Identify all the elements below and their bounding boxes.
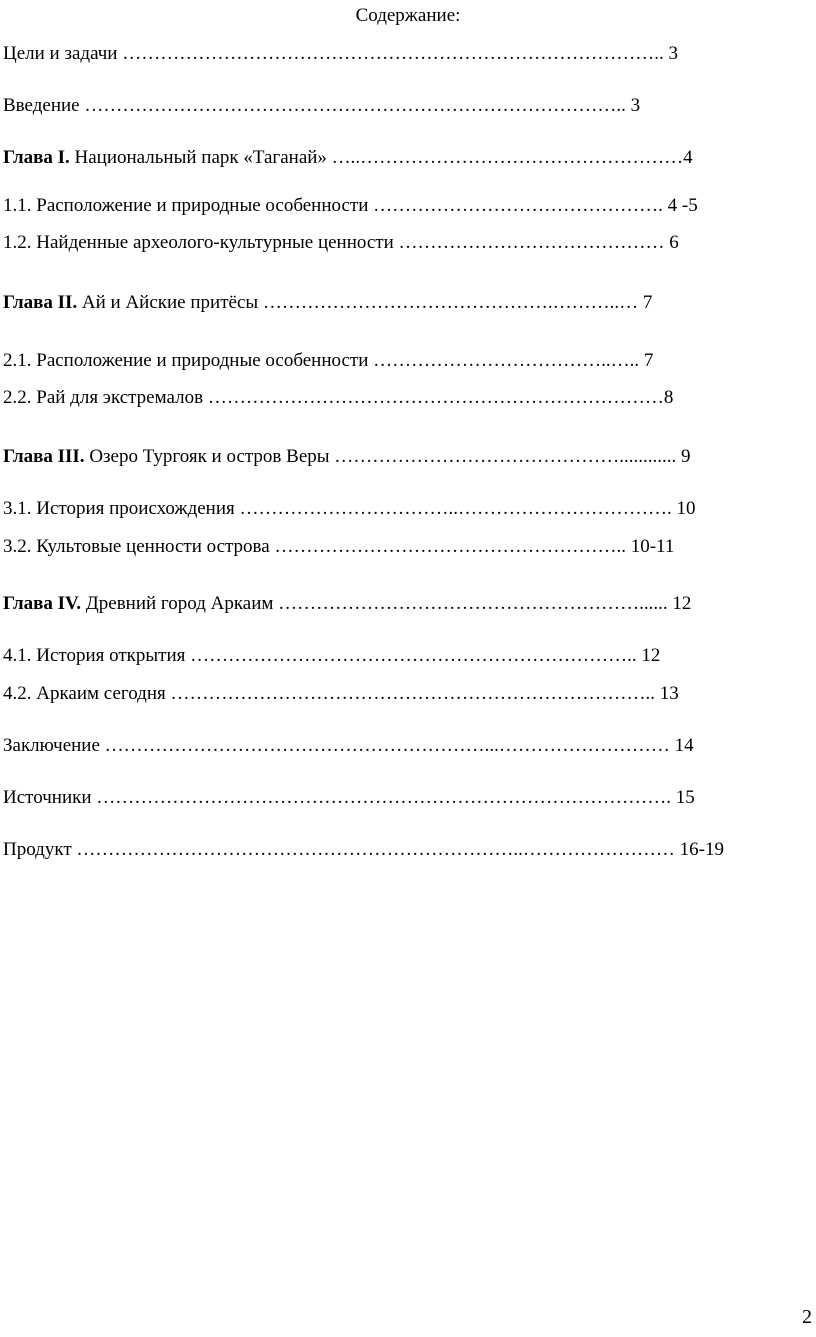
toc-line-3-1 (3, 497, 696, 521)
toc-line-goals (3, 42, 678, 66)
toc-line-1-2 (3, 231, 679, 255)
toc-line-4-1 (3, 644, 660, 668)
page-number: 2 (802, 1306, 812, 1328)
toc-line-chapter-3 (3, 445, 691, 469)
toc-text: Национальный парк «Таганай» …..……………………………………………4 (69, 147, 693, 168)
toc-line-conclusion (3, 734, 694, 758)
toc-text: 4.2. Аркаим сегодня ………………………………………………………………….. 13 (3, 683, 679, 704)
toc-bold: Глава I. (3, 147, 70, 168)
toc-line-chapter-1 (3, 146, 693, 170)
toc-line-intro (3, 94, 640, 118)
toc-text: 4.1. История открытия …………………………………………………………….. 12 (3, 645, 661, 666)
document-title: Содержание: (355, 5, 461, 26)
toc-text: Источники ………………………………………………………………………………. 15 (3, 787, 695, 808)
toc-text: Ай и Айские притёсы ……………………………………….………..… 7 (77, 292, 653, 313)
toc-bold: Глава II. (3, 292, 78, 313)
toc-line-chapter-4 (3, 592, 691, 616)
toc-text: Продукт ……………………………………………………………..…………………… 16-19 (3, 839, 724, 860)
toc-bold: Глава IV. (3, 593, 82, 614)
toc-line-sources (3, 786, 695, 810)
toc-text: 1.2. Найденные археолого-культурные ценности …………………………………… 6 (3, 232, 679, 253)
toc-line-chapter-2 (3, 291, 652, 315)
toc-line-3-2 (3, 535, 674, 559)
toc-text: 2.2. Рай для экстремалов ………………………………………………………………8 (3, 387, 674, 408)
toc-line-4-2 (3, 682, 679, 706)
toc-line-2-2 (3, 386, 673, 410)
toc-text: Заключение ……………………………………………………...……………………… 14 (3, 735, 694, 756)
toc-line-1-1 (3, 194, 698, 218)
toc-text: Древний город Аркаим …………………………………………………...... 12 (81, 593, 692, 614)
toc-text: 2.1. Расположение и природные особенности ………………………………..….. 7 (3, 350, 654, 371)
toc-text: 1.1. Расположение и природные особенности ………………………………………. 4 -5 (3, 195, 698, 216)
toc-text: 3.2. Культовые ценности острова ……………………………………………….. 10-11 (3, 536, 675, 557)
toc-bold: Глава III. (3, 446, 85, 467)
toc-line-2-1 (3, 349, 653, 373)
toc-text: Цели и задачи ………………………………………………………………………….. 3 (3, 43, 678, 64)
toc-text: Озеро Тургояк и остров Веры ………………………………………............ 9 (84, 446, 691, 467)
toc-line-product (3, 838, 724, 862)
toc-text: Введение ………………………………………………………………………….. 3 (3, 95, 641, 116)
toc-text: 3.1. История происхождения ……………………………..……………………………. 10 (3, 498, 696, 519)
